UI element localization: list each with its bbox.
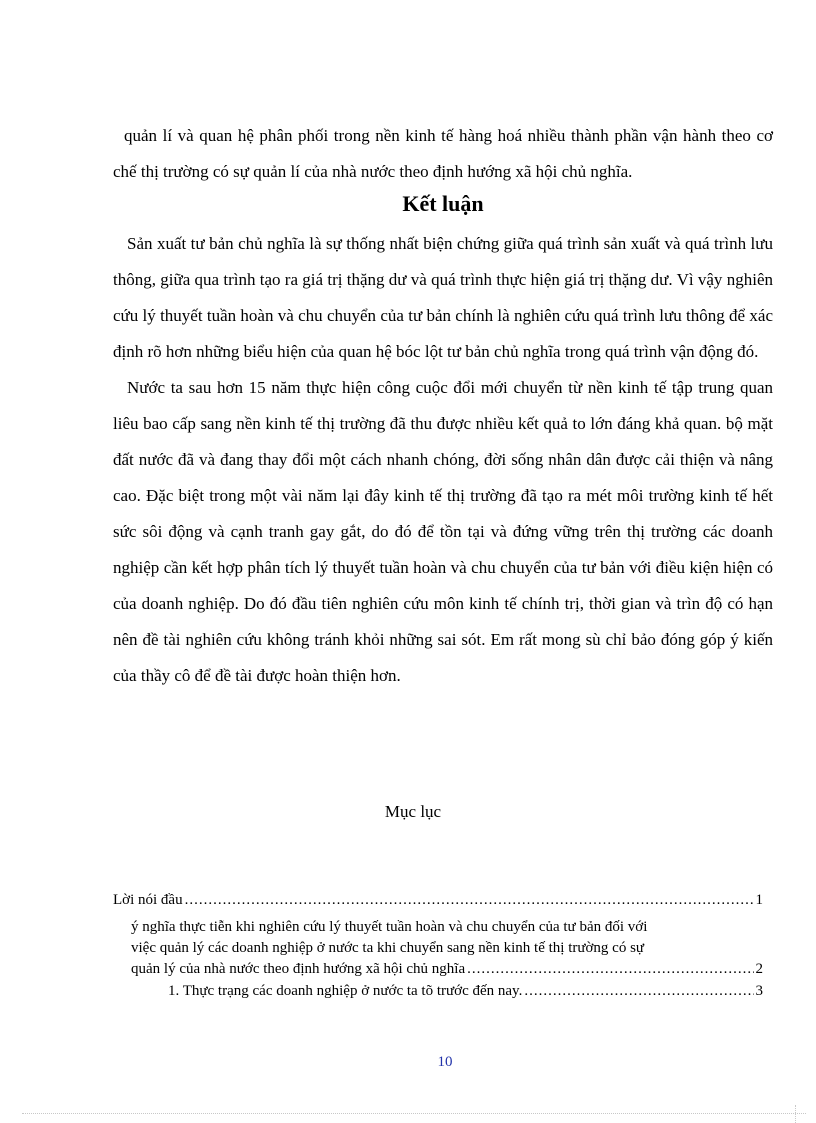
toc-entry-label: Lời nói đầu	[113, 892, 183, 908]
toc-entry-significance[interactable]	[113, 917, 763, 980]
toc-leader-dots	[524, 980, 753, 1002]
toc-entry-introduction[interactable]	[113, 887, 763, 913]
page-number: 10	[437, 1054, 453, 1070]
toc-entry-label: 1. Thực trạng các doanh nghiệp ở nước ta tõ trước đến nay.	[168, 983, 523, 999]
conclusion-paragraph-2: Nước ta sau hơn 15 năm thực hiện công cuộc đổi mới chuyển từ nền kinh tế tập trung quan liêu bao cấp sang nền kinh tế thị trường đã thu được nhiều kết quả to lớn đáng khả quan. bộ mặt đất nước đã và đang thay đổi một cách nhanh chóng, đời sống nhân dân được cải thiện và nâng cao. Đặc biệt trong một vài năm lại đây kinh tế thị trường đã tạo ra mét môi trường kinh tế hết sức sôi động và cạnh tranh gay gắt, do đó để tồn tại và đứng vững trên thị trường các doanh nghiệp cần kết hợp phân tích lý thuyết tuần hoàn và chu chuyển của tư bản với điều kiện hiện có của doanh nghiệp. Do đó đầu tiên nghiên cứu môn kinh tế chính trị, thời gian và trìn độ có hạn nên đề tài nghiên cứu không tránh khỏi những sai sót. Em rất mong sù chỉ bảo đóng góp ý kiến của thầy cô để đề tài được hoàn thiện hơn.	[113, 378, 773, 685]
toc-leader-dots	[467, 959, 753, 980]
intro-paragraph: quản lí và quan hệ phân phối trong nền kinh tế hàng hoá nhiều thành phần vận hành theo cơ chế thị trường có sự quản lí của nhà nước theo định hướng xã hội chủ nghĩa.	[113, 126, 773, 181]
conclusion-paragraph-1: Sản xuất tư bản chủ nghĩa là sự thống nhất biện chứng giữa quá trình sản xuất và quá trình lưu thông, giữa qua trình tạo ra giá trị thặng dư và quá trình thực hiện giá trị thặng dư. Vì vậy nghiên cứu lý thuyết tuần hoàn và chu chuyển của tư bản chính là nghiên cứu quá trình lưu thông để xác định rõ hơn những biểu hiện của quan hệ bóc lột tư bản chủ nghĩa trong quá trình vận động đó.	[113, 234, 773, 361]
toc-entry-line: ý nghĩa thực tiễn khi nghiên cứu lý thuyết tuần hoàn và chu chuyển của tư bản đối với	[131, 919, 648, 935]
toc-leader-dots	[185, 887, 754, 913]
toc-entry-page: 2	[755, 961, 763, 977]
page-bottom-border	[22, 1113, 806, 1114]
toc-entry-page: 3	[755, 983, 763, 999]
toc-entry-current-state[interactable]	[113, 980, 763, 1002]
toc-entry-last-line	[131, 959, 763, 980]
conclusion-heading: Kết luận	[402, 191, 484, 216]
toc-entry-label: quản lý của nhà nước theo định hướng xã hội chủ nghĩa	[131, 961, 466, 977]
toc-title: Mục lục	[384, 802, 442, 821]
intro-section	[113, 118, 773, 190]
toc-entry-line: việc quản lý các doanh nghiệp ở nước ta khi chuyển sang nền kinh tế thị trường có sự	[131, 940, 645, 956]
conclusion-section	[113, 226, 773, 694]
page-corner-border	[795, 1105, 796, 1123]
toc-entry-page: 1	[755, 892, 763, 908]
table-of-contents	[113, 887, 763, 1002]
